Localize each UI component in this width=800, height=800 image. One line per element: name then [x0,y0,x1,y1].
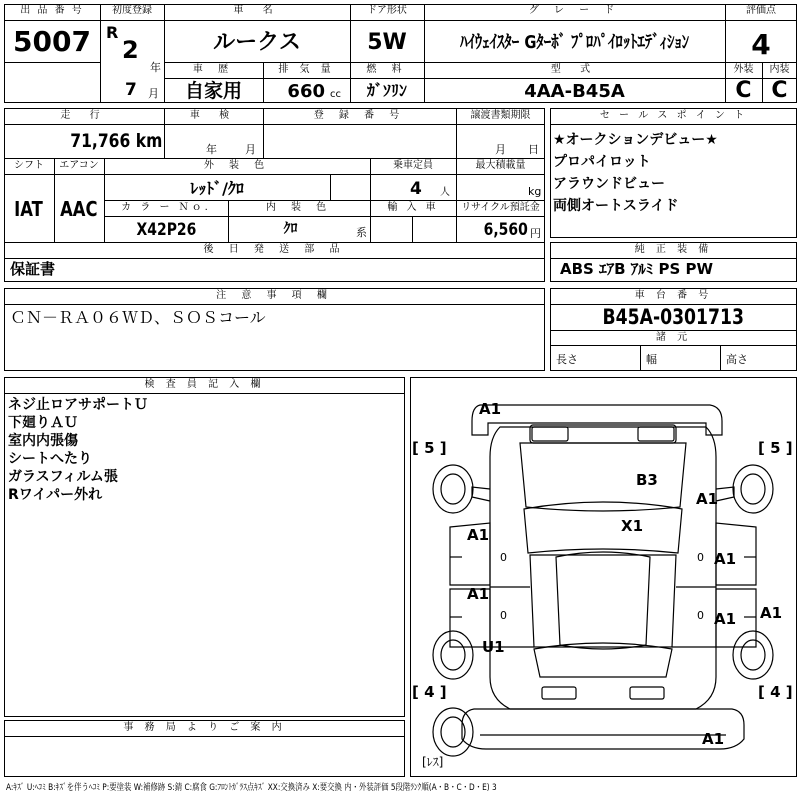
mark-front-bumper: A1 [479,400,502,418]
list-item: アラウンドビュー [553,176,665,192]
dims-label: 諸 元 [655,332,692,343]
mark-right-side: A1 [760,604,783,622]
ext-color-label: 外 装 色 [203,160,271,171]
tire-rear-left: [ 4 ] [412,683,447,701]
exterior-label: 外装 [733,64,754,75]
capacity-unit: 人 [440,187,450,198]
recycle-label: リサイクル預託金 [461,202,540,213]
shift-label: シフト [14,160,44,171]
score-label: 評価点 [746,5,776,16]
mark-left-front-door: A1 [467,526,490,544]
mark-roof: X1 [621,517,644,535]
list-item: シートへたり [8,451,92,467]
mark-right-front-door: A1 [714,550,737,568]
notes: ＣＮ－ＲＡ０６ＷＤ、ＳＯＳコール [10,308,266,327]
aircon: AAC [60,197,98,221]
mark-right-rear-door: A1 [714,610,737,628]
transfer-month-unit: 月 [495,143,506,156]
color-no: X42P26 [136,220,196,240]
reg-year: 2 [122,36,139,64]
car-name-label: 車 名 [233,5,281,16]
zero-mark: 0 [500,551,507,564]
legend: A:ｷｽﾞ U:ﾍｺﾐ B:ｷｽﾞを伴うﾍｺﾐ P:要塗装 W:補修跡 S:錆 C:腐食 G:ﾌﾛﾝﾄｶﾞﾗｽ点ｷｽﾞ XX:交換済み X:要交換 内・外装評価 5段階ﾗﾝｸ順(A・B・C・D・E) 3 [6,783,497,793]
capacity: 4 [410,179,422,199]
inspector-label: 検 査 員 記 入 欄 [144,379,265,390]
car-body-diagram [410,377,797,777]
inspection-month-unit: 月 [245,143,256,156]
transfer-label: 譲渡書類期限 [470,110,531,121]
sales-points-list [553,131,718,219]
tire-front-left: [ 5 ] [412,439,447,457]
mark-left-rear-door: A1 [467,585,490,603]
mileage-label: 走 行 [60,110,108,121]
recycle-unit: 円 [530,227,541,240]
zero-mark: 0 [500,609,507,622]
recycle: 6,560 [483,220,528,240]
door-label: ドア形状 [367,5,407,16]
tire-rear-right: [ 4 ] [758,683,793,701]
lot-no-label: 出 品 番 号 [20,5,84,16]
door: 5W [367,30,407,55]
car-name: ルークス [213,30,301,55]
year-unit: 年 [150,61,161,74]
history: 自家用 [184,80,242,102]
list-item: 両側オートスライド [553,198,679,214]
chassis-no: B45A-0301713 [602,305,745,329]
list-item: ガラスフィルム張 [8,469,118,485]
fuel-label: 燃 料 [366,64,408,75]
mark-right-front-fender: A1 [696,490,719,508]
sales-points-label: セ ー ル ス ポ イ ン ト [599,110,748,121]
list-item: Rワイパー外れ [8,487,103,503]
grade-label: グ レ ー ド [528,5,621,16]
tire-front-right: [ 5 ] [758,439,793,457]
chassis-label: 車 台 番 号 [634,290,713,301]
lot-no: 5007 [13,25,91,58]
int-color-unit: 系 [356,226,367,239]
ext-color: ﾚｯﾄﾞ/ｸﾛ [190,179,244,198]
displacement-unit: cc [330,89,341,100]
interior-grade: C [771,78,788,103]
history-label: 車 歴 [192,64,235,75]
aircon-label: エアコン [59,160,99,171]
dims-height: 高さ [726,353,748,366]
dims-length: 長さ [556,353,578,366]
mark-rear-bumper: A1 [702,730,725,748]
list-item: ★オークションデビュー★ [553,132,718,148]
max-load-unit: kg [528,185,542,198]
capacity-label: 乗車定員 [393,160,433,171]
grade: ﾊｲｳｪｲｽﾀｰ Gﾀｰﾎﾞ ﾌﾟﾛﾊﾟｲﾛｯﾄｴﾃﾞｨｼｮﾝ [459,32,690,53]
month-unit: 月 [148,87,159,100]
exterior-grade: C [735,78,752,103]
equipment: ABS ｴｱB ｱﾙﾐ PS PW [560,260,714,278]
color-no-label: カ ラ ー Ｎｏ. [121,202,211,213]
later-parts: 保証書 [10,260,56,278]
model: 4AA-B45A [524,81,625,102]
inspection-year-unit: 年 [206,143,217,156]
dims-width: 幅 [646,353,657,366]
int-color: ｸﾛ [283,221,298,237]
shift: IAT [14,197,44,221]
transfer-day-unit: 日 [528,143,539,156]
mileage: 71,766 km [69,130,162,152]
displacement: 660 [287,81,325,102]
office-label: 事 務 局 よ り ご 案 内 [123,722,286,733]
tire-spare: [ﾚｽ] [422,755,444,769]
displacement-label: 排 気 量 [278,64,335,75]
reg-no-label: 登 録 番 号 [313,110,406,121]
fuel: ｶﾞｿﾘﾝ [366,81,407,100]
era: R [106,23,119,42]
zero-mark: 0 [697,551,704,564]
inspection-label: 車 検 [189,110,238,121]
zero-mark: 0 [697,609,704,622]
later-parts-label: 後 日 発 送 部 品 [203,244,346,255]
import-label: 輸 入 車 [387,202,439,213]
list-item: プロパイロット [553,154,651,170]
first-reg-label: 初度登録 [112,5,152,16]
inspector-list [8,396,148,504]
mark-hood: B3 [636,471,658,489]
model-label: 型 式 [550,64,599,75]
max-load-label: 最大積載量 [475,160,526,171]
int-color-label: 内 装 色 [265,202,333,213]
interior-label: 内装 [769,64,790,75]
mark-left-rear-fender: U1 [482,638,505,656]
score: 4 [751,28,771,61]
list-item: ネジ止ロアサポートＵ [8,397,148,413]
list-item: 下廻りＡＵ [8,415,78,431]
reg-month: 7 [125,80,137,100]
list-item: 室内内張傷 [8,433,78,449]
equipment-label: 純 正 装 備 [634,244,713,255]
notes-label: 注 意 事 項 欄 [216,290,333,301]
